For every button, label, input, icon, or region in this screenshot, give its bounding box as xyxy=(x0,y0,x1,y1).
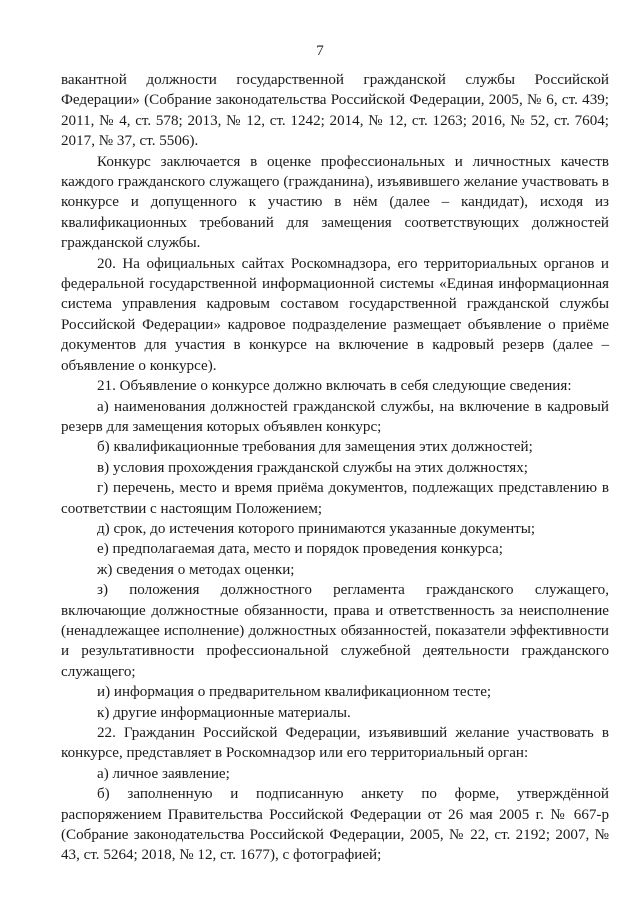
list-item-22-b: б) заполненную и подписанную анкету по форме, утверждённой распоряжением Правительства Российской Федерации от 26 мая 2005 г. № 667-р (Собрание законодательства Российской Федерации, 2005, № 22, ст. 2192; 2007, № 43, ст. 5264; 2018, № 12, ст. 1677), с фотографией; xyxy=(61,786,609,864)
list-item-21-b: б) квалификационные требования для замещения этих должностей; xyxy=(97,439,533,456)
list-item-21-k: к) другие информационные материалы. xyxy=(97,704,351,721)
paragraph-item-20: 20. На официальных сайтах Роскомнадзора, его территориальных органов и федеральной государственной информационной системы «Единая информационная система управления кадровым составом государственной гражданской службы Российской Федерации» кадровое подразделение размещает объявление о приёме документов для участия в конкурсе на включение в кадровый резерв (далее – объявление о конкурсе). xyxy=(61,255,609,374)
list-item-21-a: а) наименования должностей гражданской службы, на включение в кадровый резерв для замещения которых объявлен конкурс; xyxy=(61,398,609,435)
paragraph-item-21: 21. Объявление о конкурсе должно включать в себя следующие сведения: xyxy=(97,378,572,395)
document-body xyxy=(61,70,609,866)
list-item-22-a: а) личное заявление; xyxy=(97,765,230,782)
list-item-21-i: и) информация о предварительном квалификационном тесте; xyxy=(97,684,492,701)
paragraph-continuation: вакантной должности государственной гражданской службы Российской Федерации» (Собрание законодательства Российской Федерации, 2005, № 6, ст. 439; 2011, № 4, ст. 578; 2013, № 12, ст. 1242; 2014, № 12, ст. 1263; 2016, № 52, ст. 7604; 2017, № 37, ст. 5506). xyxy=(61,72,609,150)
list-item-21-g: г) перечень, место и время приёма документов, подлежащих представлению в соответствии с настоящим Положением; xyxy=(61,480,609,517)
paragraph-item-22: 22. Гражданин Российской Федерации, изъявивший желание участвовать в конкурсе, представляет в Роскомнадзор или его территориальный орган: xyxy=(61,725,609,762)
list-item-21-zh: ж) сведения о методах оценки; xyxy=(97,561,295,578)
list-item-21-e: е) предполагаемая дата, место и порядок проведения конкурса; xyxy=(97,541,503,558)
page-number: 7 xyxy=(316,43,324,59)
list-item-21-v: в) условия прохождения гражданской службы на этих должностях; xyxy=(97,459,528,476)
paragraph-competition-description: Конкурс заключается в оценке профессиональных и личностных качеств каждого гражданского служащего (гражданина), изъявившего желание участвовать в конкурсе и допущенного к участию в нём (далее – кандидат), исходя из квалификационных требований для замещения соответствующих должностей гражданской службы. xyxy=(61,153,609,252)
list-item-21-d: д) срок, до истечения которого принимаются указанные документы; xyxy=(97,520,536,537)
list-item-21-z: з) положения должностного регламента гражданского служащего, включающие должностные обязанности, права и ответственность за неисполнение (ненадлежащее исполнение) должностных обязанностей, показатели эффективности и результативности профессиональной служебной деятельности гражданского служащего; xyxy=(61,582,609,680)
